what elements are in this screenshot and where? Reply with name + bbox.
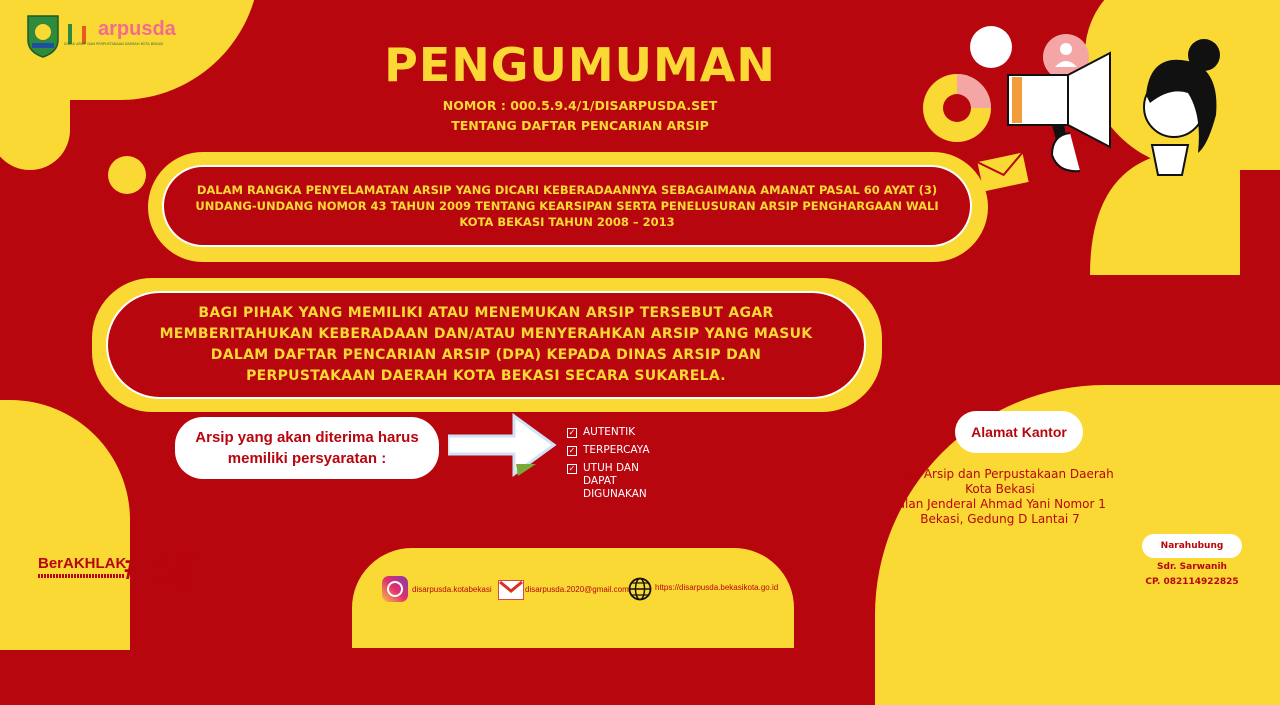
brand-name: arpusda	[98, 18, 176, 40]
blob-bottom-center	[352, 548, 794, 648]
brand-tagline: DINAS ARSIP DAN PERPUSTAKAAN DAERAH KOTA BEKASI	[64, 42, 164, 46]
checkbox-checked-icon: ✓	[568, 446, 576, 455]
requirement-item: ✓ TERPERCAYA	[568, 444, 650, 456]
arrow-right-icon	[448, 412, 558, 478]
box2-panel	[106, 291, 866, 399]
contact-heading: Narahubung	[1160, 541, 1224, 551]
blob-bottom-left	[0, 400, 130, 650]
box1-panel	[162, 165, 972, 247]
requirements-label-line1: Arsip yang akan diterima harus	[195, 429, 419, 446]
page-title: PENGUMUMAN	[384, 38, 776, 92]
office-line4: Bekasi, Gedung D Lantai 7	[920, 512, 1080, 526]
berakhlak-logo	[38, 553, 126, 578]
contact-name: Sdr. Sarwanih	[1157, 562, 1227, 572]
requirements-list	[567, 426, 650, 501]
blob-dot-left	[108, 156, 146, 194]
email-address[interactable]: disarpusda.2020@gmail.com	[525, 585, 629, 594]
hashtag-slogan: bangga melayani bangsa	[152, 549, 205, 590]
globe-icon	[628, 577, 652, 601]
contact-heading-badge	[1142, 534, 1242, 558]
requirements-label-box	[175, 417, 439, 479]
office-line3: Jalan Jenderal Ahmad Yani Nomor 1	[894, 497, 1106, 511]
megaphone-woman-illustration	[920, 25, 1240, 280]
berakhlak-text: BerAKHLAK	[38, 555, 127, 572]
office-heading: Alamat Kantor	[971, 424, 1067, 440]
checkbox-checked-icon: ✓	[568, 464, 576, 473]
requirements-label-line2: memiliki persyaratan :	[227, 450, 387, 467]
contact-phone: CP. 082114922825	[1145, 577, 1239, 587]
requirement-item: ✓ UTUH DAN DAPAT DIGUNAKAN	[568, 462, 647, 500]
office-address	[880, 467, 1120, 527]
office-line1: Dinas Arsip dan Perpustakaan Daerah	[886, 467, 1114, 481]
box2-text: BAGI PIHAK YANG MEMILIKI ATAU MENEMUKAN ARSIP TERSEBUT AGAR MEMBERITAHUKAN KEBERADAAN DAN/ATAU MENYERAHKAN ARSIP YANG MASUK DALAM DAFTAR PENCARIAN ARSIP (DPA) KEPADA DINAS ARSIP DAN PERPUSTAKAAN DAERAH KOTA BEKASI SECARA SUKARELA.	[159, 305, 813, 384]
website-link[interactable]: https://disarpusda.bekasikota.go.id	[655, 583, 779, 592]
checkbox-checked-icon: ✓	[568, 428, 576, 437]
gmail-icon	[498, 580, 524, 600]
office-line2: Kota Bekasi	[965, 482, 1035, 496]
instagram-handle[interactable]: disarpusda.kotabekasi	[412, 585, 492, 594]
requirement-item: ✓ AUTENTIK	[568, 426, 636, 438]
instagram-icon	[382, 576, 408, 602]
announcement-subject: TENTANG DAFTAR PENCARIAN ARSIP	[451, 118, 709, 133]
office-heading-badge	[955, 411, 1083, 453]
announcement-number: NOMOR : 000.5.9.4/1/DISARPUSDA.SET	[442, 98, 718, 113]
box1-text: DALAM RANGKA PENYELAMATAN ARSIP YANG DICARI KEBERADAANNYA SEBAGAIMANA AMANAT PASAL 60 AYAT (3) UNDANG-UNDANG NOMOR 43 TAHUN 2009 TENTANG KEARSIPAN SERTA PENELUSURAN ARSIP PENGHARGAAN WALI KOTA BEKASI TAHUN 2008 – 2013	[195, 183, 939, 229]
hashtag-icon: #	[124, 546, 146, 588]
